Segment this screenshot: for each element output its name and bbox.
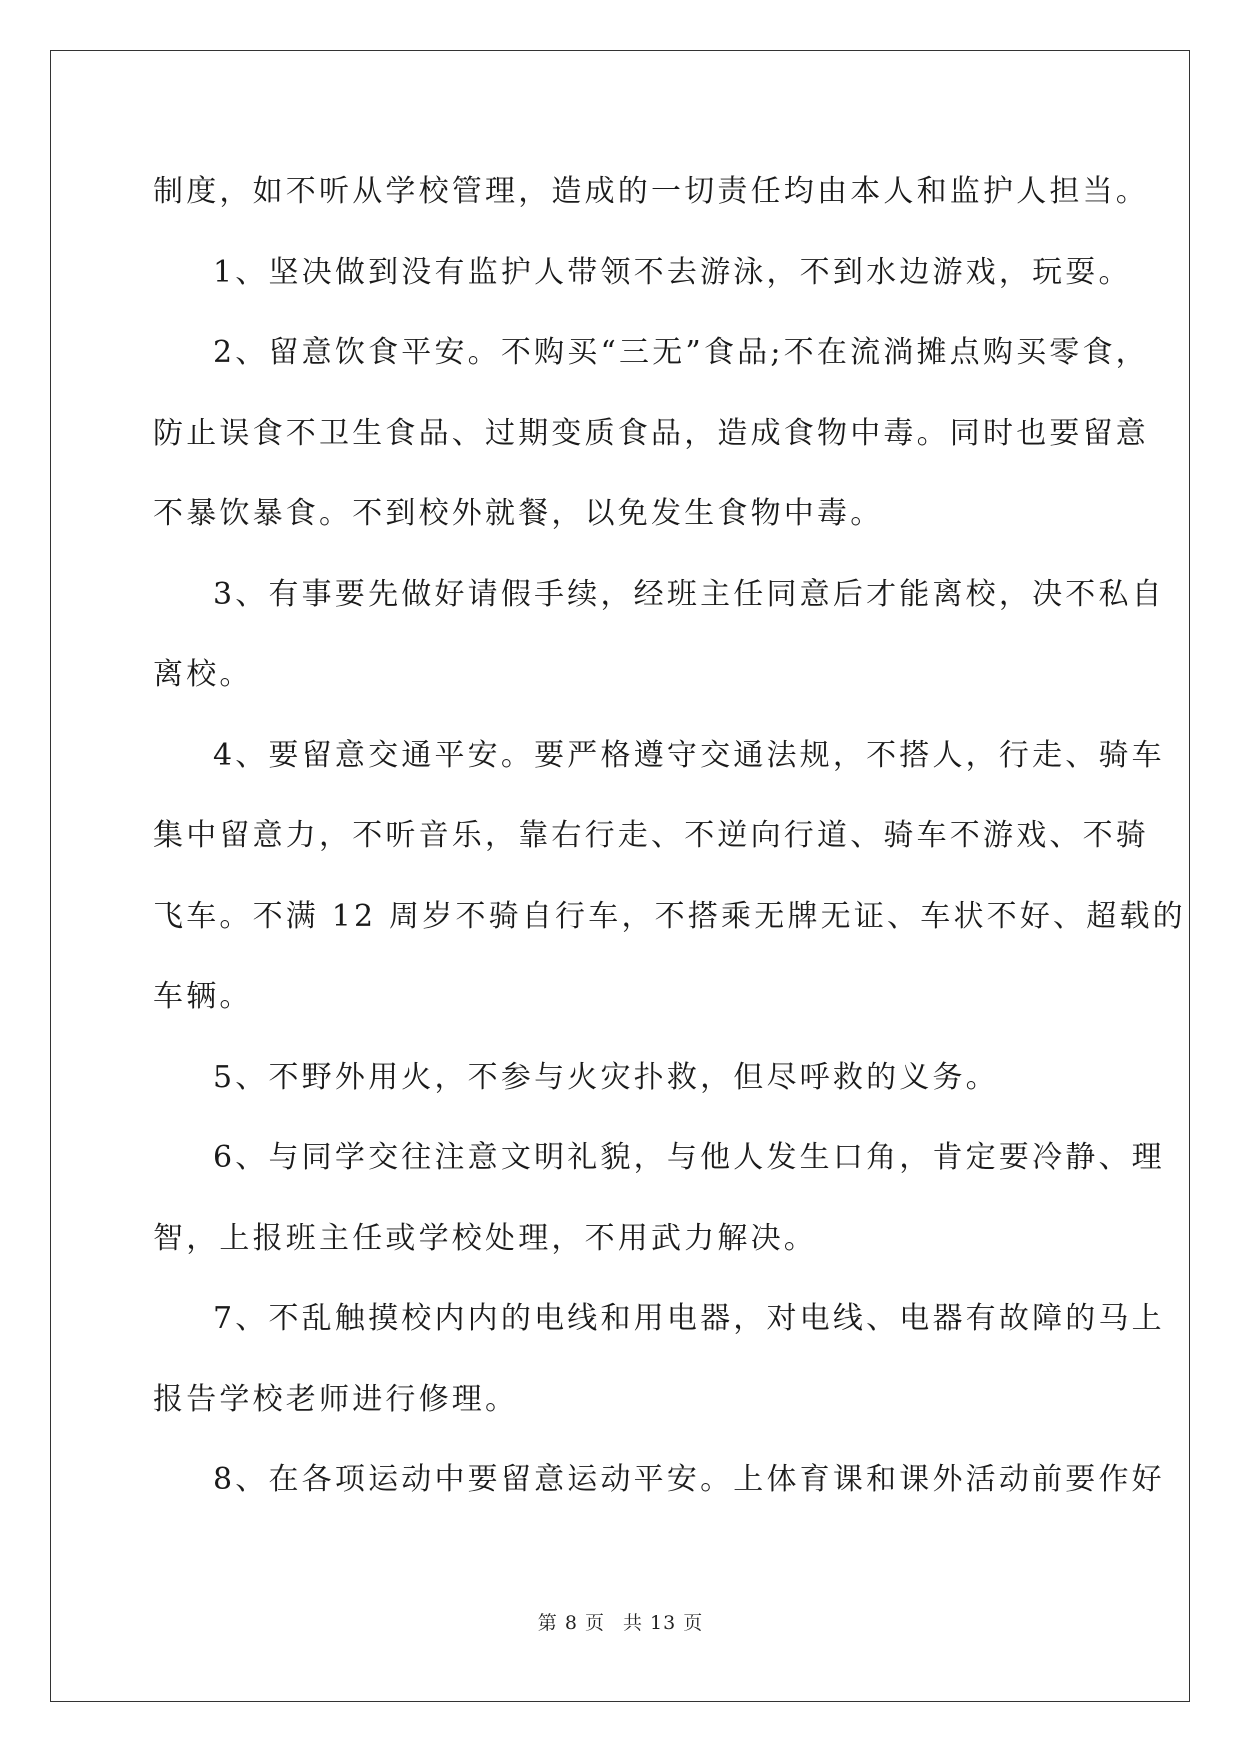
text-line: 4、要留意交通平安。要严格遵守交通法规，不搭人，行走、骑车 bbox=[213, 737, 1165, 773]
text-line: 7、不乱触摸校内内的电线和用电器，对电线、电器有故障的马上 bbox=[213, 1301, 1165, 1336]
text-line: 8、在各项运动中要留意运动平安。上体育课和课外活动前要作好 bbox=[213, 1462, 1165, 1497]
text-line: 5、不野外用火，不参与火灾扑救，但尽呼救的义务。 bbox=[213, 1059, 999, 1095]
page-total: 共 13 页 bbox=[622, 1612, 704, 1634]
text-line: 飞车。不满 12 周岁不骑自行车，不搭乘无牌无证、车状不好、超载的 bbox=[153, 898, 1186, 934]
text-line: 6、与同学交往注意文明礼貌，与他人发生口角，肯定要冷静、理 bbox=[213, 1140, 1165, 1175]
text-line: 防止误食不卫生食品、过期变质食品，造成食物中毒。同时也要留意 bbox=[153, 415, 1149, 451]
text-line: 3、有事要先做好请假手续，经班主任同意后才能离校，决不私自 bbox=[213, 576, 1165, 612]
page-number: 第 8 页 bbox=[537, 1612, 605, 1634]
document-body bbox=[153, 160, 1186, 1529]
text-line: 车辆。 bbox=[153, 979, 253, 1014]
text-line: 离校。 bbox=[153, 657, 253, 692]
text-line: 2、留意饮食平安。不购买“三无”食品;不在流淌摊点购买零食， bbox=[213, 335, 1149, 370]
text-line: 报告学校老师进行修理。 bbox=[153, 1381, 519, 1417]
text-line: 不暴饮暴食。不到校外就餐，以免发生食物中毒。 bbox=[153, 496, 884, 531]
text-line: 智，上报班主任或学校处理，不用武力解决。 bbox=[153, 1220, 817, 1256]
text-line: 集中留意力，不听音乐，靠右行走、不逆向行道、骑车不游戏、不骑 bbox=[153, 818, 1149, 853]
text-line: 制度，如不听从学校管理，造成的一切责任均由本人和监护人担当。 bbox=[153, 174, 1149, 209]
page-footer bbox=[0, 1608, 1241, 1635]
text-line: 1、坚决做到没有监护人带领不去游泳，不到水边游戏，玩耍。 bbox=[213, 254, 1132, 290]
